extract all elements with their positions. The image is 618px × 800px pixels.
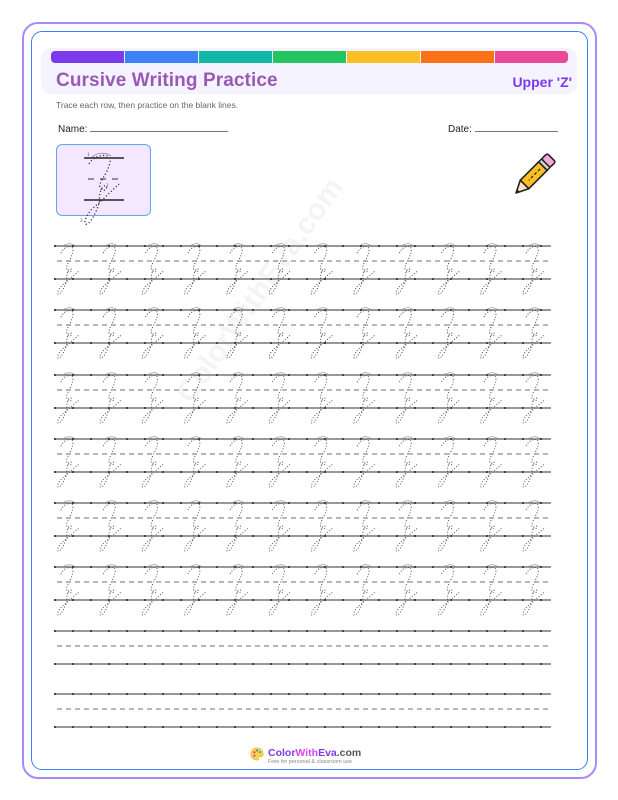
name-field[interactable] (58, 122, 228, 135)
rainbow-segment (273, 51, 346, 63)
rainbow-segment (347, 51, 420, 63)
rainbow-segment (421, 51, 494, 63)
date-label: Date: (448, 124, 472, 135)
brand-tagline: Free for personal & classroom use (268, 759, 353, 765)
date-line[interactable] (475, 122, 558, 132)
rainbow-segment (495, 51, 568, 63)
footer-brand[interactable] (250, 748, 361, 766)
brand-name: ColorWithEva.com (268, 747, 362, 759)
inner-frame (31, 31, 588, 770)
demo-letter-z-icon (56, 144, 151, 234)
palette-icon (250, 747, 264, 761)
rainbow-bar (51, 51, 568, 63)
name-line[interactable] (90, 122, 228, 132)
svg-text:1: 1 (87, 153, 90, 158)
name-label: Name: (58, 124, 88, 135)
date-field[interactable] (448, 122, 558, 135)
instructions-text: Trace each row, then practice on the blank lines. (56, 100, 239, 110)
svg-text:3: 3 (80, 219, 83, 224)
svg-text:2: 2 (106, 184, 109, 189)
rainbow-segment (51, 51, 124, 63)
rainbow-segment (125, 51, 198, 63)
rainbow-segment (199, 51, 272, 63)
pencil-icon (505, 148, 561, 204)
letter-subtitle: Upper 'Z' (512, 74, 572, 90)
page-title: Cursive Writing Practice (56, 70, 278, 91)
